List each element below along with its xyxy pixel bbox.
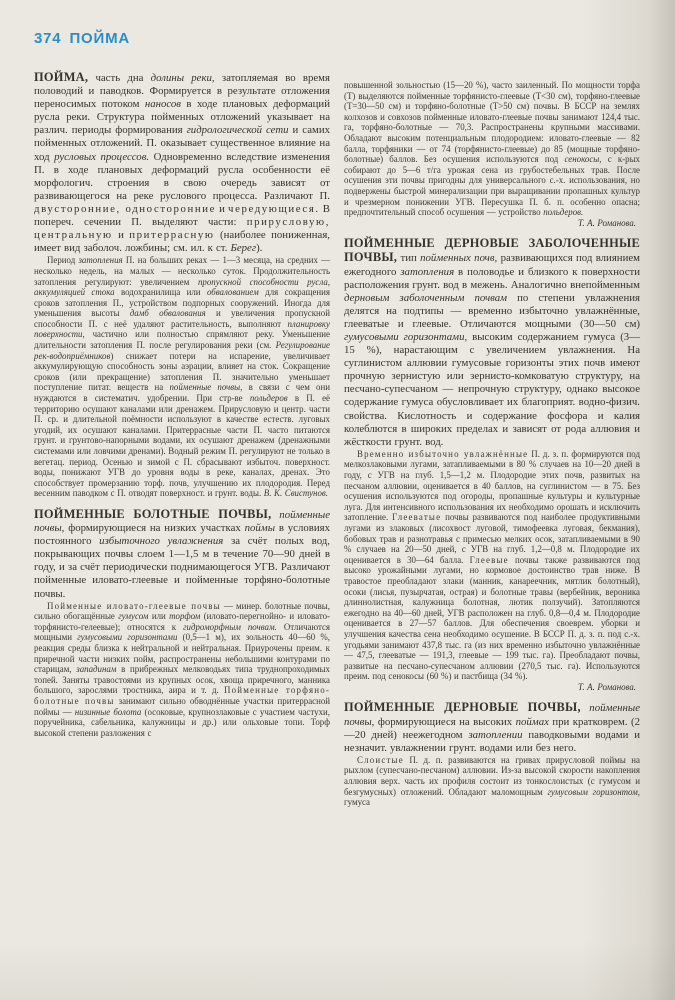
- body-text: повышенной зольностью (15—20 %), часто заиленный. По мощности торфа (Т) выделяются пойменные торфянисто-глеевые (Т<30 см), торфяно-глеевые (Т=30—50 см) и торфяно-болотные (Т>50 см) почвы. В БССР на землях колхозов и совхозов пойменные иловато-глеевые почвы занимают 124,4 тыс. га, торфяно-болотные — 70,3. Распространены крупными массивами. Обладают высоким потенциальным плодородием: иловато-глеевые — 82 балла, торфяники — от 74 (торфянисто-глеевые) до 85 (мощные торфяно-болотные) баллов. Без осушения используются под: [344, 80, 640, 165]
- emphasis-text: притеррасную: [129, 229, 215, 242]
- running-header: [34, 30, 640, 47]
- body-text: гумуса: [344, 797, 371, 808]
- paragraph: [34, 255, 330, 499]
- emphasis-text: западинам: [76, 664, 117, 675]
- emphasis-text: прирусловую, центральную: [34, 216, 330, 242]
- emphasis-text: долины реки,: [150, 72, 215, 84]
- emphasis-text: пойменные почвы,: [34, 508, 330, 535]
- emphasis-text: планировку поверхности,: [34, 318, 330, 340]
- body-text: Отличаются мощными: [34, 621, 330, 643]
- emphasis-text: Глеевые: [469, 554, 509, 565]
- running-title: ПОЙМА: [69, 30, 130, 47]
- emphasis-text: ПОЙМА,: [34, 70, 89, 84]
- body-text: по степени увлажнения делятся на подтипы — временно избыточно увлажнённые, глееватые и глеевые. Отличаются мощными (30—50 см): [344, 291, 640, 330]
- body-text: с к-рых собирают до 5—6 т/га урожая сена из грубостебельных трав. После осушения эти почвы пригодны для универсального с.-х. использования, но подвержены быстрой минерализации при выращивании пропашных культур и чрезмерном понижении УГВ. Пересушка П. б. п. особенно опасна; предпочтительный способ осушения — устройство: [344, 154, 640, 218]
- body-text: развивающихся под влиянием ежегодного: [344, 252, 640, 278]
- body-text: — минер. болотные почвы, сильно обогащённые: [34, 600, 330, 622]
- emphasis-text: Т. А. Романова.: [577, 217, 636, 228]
- body-text: (осоковые, крупнозлаковые с участием частухи, поручейника, сабельника, калужницы и др.) или ольховые топи. Торф высокой степени разложения с: [34, 706, 330, 738]
- emphasis-text: гумусовыми горизонтами,: [344, 330, 468, 343]
- body-text: почвы также развиваются под высоко урожайными лугами, но кормовое достоинство трав ниже. В травостое преобладают злаки (манник, канареечник, мятлик болотный), осоки (лисья, пузырчатая, острая) и болотные травы (вербейник, вероника длиннолистная, калужница болотная, лютик ползучий). Затопляются ежегодно на 40—60 дней, УГВ расположен на глуб. 0,8—0,4 м. Плодородие оценивается в 27—57 баллов. Для обеспечения своеврем. уборки и улучшения качества сена необходимо осушение. В БССР П. д. з. п. под с.-х. угодьями занимают 437,8 тыс. га (из них временно избыточно увлажнённые — 47,5, глееватые — 191,3, глеевые — 199 тыс. га). Преобладают почвы, развитые на песчано-супесчаном аллювии (270,5 тыс. га). Используются преим. под сенокосы (60 %) и пастбища (34 %).: [344, 554, 640, 682]
- body-text: (иловато-перегнойно- и иловато-торфянисто-гелеевые); относятся к: [34, 611, 330, 632]
- emphasis-text: Глееватые: [392, 512, 442, 523]
- body-text: паводковыми водами и незначит. увлажнении грунт. водами или без него.: [344, 728, 640, 754]
- body-text: и: [112, 229, 130, 242]
- paragraph: [344, 449, 640, 682]
- paragraph: [34, 71, 330, 255]
- emphasis-text: наносов: [144, 98, 181, 111]
- emphasis-text: Берег: [230, 242, 257, 255]
- emphasis-text: затопления: [400, 265, 455, 278]
- body-text: при кратковрем. (2—20 дней) неежегодном: [344, 715, 640, 741]
- body-text: почвы развиваются под наиболее продуктивными лугами из злаковых (лисохвост луговой, тимофеевка луговая, бекмания), бобовых трав и разнотравья с примесью мелких осок, затапливаемыми в 90 % случаев на 20—50 дней, с УГВ на глуб. 1,2—0,8 м. Плодородие их оценивается в 30—64 балла.: [344, 512, 640, 565]
- paragraph: [344, 682, 640, 693]
- emphasis-text: В. К. Свистунов.: [263, 488, 328, 499]
- emphasis-text: обвалованием: [206, 287, 259, 298]
- body-text: затопляемая во время половодий и паводков. Формируется в результате отложения переносимых потоком: [34, 72, 330, 111]
- body-text: ) снижает потери на испарение, увеличивает аккумулирующую способность зоны аэрации, влияет на сток. Сокращение сроков (или прекращение) затопления П. значительно уменьшает поступление питат. веществ на: [34, 350, 330, 393]
- body-text: или: [148, 611, 170, 622]
- emphasis-text: гидрологической сети: [186, 124, 289, 137]
- emphasis-text: ПОЙМЕННЫЕ ДЕРНОВЫЕ ЗАБОЛОЧЕННЫЕ ПОЧВЫ,: [344, 236, 640, 265]
- emphasis-text: польдеров: [249, 393, 288, 404]
- text-columns: [34, 71, 640, 808]
- body-text: формирующиеся на высоких: [374, 715, 516, 728]
- body-text: частично или полностью спрямляют реку. Уменьшение длительности затопления П. после регулирования реки (см.: [34, 329, 330, 351]
- emphasis-text: избыточного увлажнения: [99, 535, 224, 548]
- emphasis-text: Слоистые: [357, 754, 404, 765]
- body-text: (наиболее пониженная, имеет вид заболоч. ложбины; см. ил. к ст.: [34, 229, 330, 255]
- body-text: Период: [47, 255, 79, 266]
- emphasis-text: поймах: [515, 715, 549, 728]
- left-column: [34, 71, 330, 808]
- emphasis-text: гумусовыми горизонтами: [77, 632, 178, 643]
- emphasis-text: торфом: [169, 611, 201, 622]
- body-text: в половодье и близкого к поверхности расположения грунт. вод в межень. Аналогично внепойменным: [344, 265, 640, 291]
- body-text: и увеличения пропускной способности П. с неё удаляют растительность, выполняют: [34, 308, 330, 329]
- body-text: в условиях постоянного: [34, 522, 330, 548]
- body-text: занимают сильно обводнённые участки притеррасной поймы —: [34, 695, 331, 717]
- body-text: для сокращения сроков затопления П., устройством подпорных сооружений. Иногда для уменьшения высоты: [34, 287, 331, 319]
- emphasis-text: Временно избыточно увлажнённые: [357, 448, 529, 459]
- body-text: в П. её территорию осушают каналами или дренажем. Прирусловую и центр. части П. ср. и длительной поёмности используют в качестве естеств. луговых угодий, их осушают каналами. Притеррасные части П. часто питаются грунт. и грунтово-напорными водами, их осушают дренажем (дренажными системами или ловчими дренами). Водный режим П. регулируют не только в вегетац. период. Осенью и зимой с П. сбрасывают избыточ. поверхност. воды, понижают УГВ до уровня воды в реке, каналах, дренах. Это способствует промерзанию торф. почв, улучшению их плодородия. Перед весенним паводком с П. отводят поверхност. и грунт. воды.: [34, 393, 330, 499]
- emphasis-text: затоплении: [468, 728, 523, 741]
- emphasis-text: польдеров.: [543, 207, 584, 218]
- emphasis-text: двусторонние, односторонние: [34, 202, 217, 215]
- body-text: П. на больших реках — 1—3 месяца, на средних — несколько недель, на малых — несколько суток. Продолжительность затопления регулируют: увеличением: [34, 255, 331, 287]
- body-text: (0,5—1 м), их зольность 40—60 %, реакция среды близка к нейтральной и нейтральная. Приурочены преим. к приречной части низких пойм, распространены небольшими контурами по старицам,: [34, 632, 330, 675]
- body-text: формирующиеся на низких участках: [64, 522, 245, 535]
- emphasis-text: Регулирование рек-водоприёмников: [34, 340, 330, 361]
- body-text: водохранилища или: [114, 287, 207, 298]
- emphasis-text: низинные болота: [74, 706, 142, 717]
- emphasis-text: Пойменные иловато-глеевые почвы: [47, 600, 221, 611]
- emphasis-text: гумусом: [118, 611, 149, 622]
- body-text: и: [216, 202, 229, 215]
- body-text: П. д. п. развиваются на гривах прирусловой поймы на рыхлом (супесчано-песчаном) аллювии. Из-за высокой скорости накопления аллювия верх. часть их профиля состоит из тонкослоистых (с гумусом и безгумусных) отложений. Обладают маломощным: [344, 754, 640, 797]
- body-text: В попереч. сечении П. выделяют части:: [34, 202, 330, 229]
- body-text: Одновременно вследствие изменения П. в ходе плановых деформаций русла особенности её морфологич. строения в свою очередь зависят от развивающегося на реке руслового процесса. Различают П.: [34, 150, 330, 202]
- emphasis-text: дерновым заболоченным почвам: [344, 291, 508, 304]
- emphasis-text: поймы: [244, 522, 276, 535]
- body-text: в прибрежных мелководьях типа труднопроходимых топей. Заняты травостоями из крупных осок, хвоща приречного, манника большого, зарослями тростника, аира и т. д.: [34, 664, 330, 696]
- body-text: ).: [256, 242, 263, 255]
- paragraph: [344, 237, 640, 449]
- emphasis-text: пойменные почвы,: [344, 702, 640, 728]
- emphasis-text: сенокосы,: [564, 154, 602, 165]
- emphasis-text: ПОЙМЕННЫЕ БОЛОТНЫЕ ПОЧВЫ,: [34, 506, 272, 521]
- paragraph: [34, 508, 330, 601]
- emphasis-text: чередующиеся.: [228, 202, 320, 215]
- emphasis-text: пойменных почв,: [420, 252, 498, 265]
- emphasis-text: затопления: [78, 255, 123, 266]
- emphasis-text: гидроморфным почвам.: [183, 621, 277, 632]
- emphasis-text: русловых процессов.: [54, 150, 150, 163]
- page-number: 374: [34, 30, 62, 47]
- body-text: в ходе плановых деформаций русла реки. Структура пойменных отложений указывает на различ. периоды формирования: [34, 98, 330, 137]
- emphasis-text: пропускной способности русла, аккумуляцией стока: [34, 276, 330, 298]
- emphasis-text: дамб обвалования: [129, 308, 206, 319]
- body-text: часть дна: [88, 72, 151, 84]
- body-text: и самих пойменных отложений. П. оказывает существенное влияние на ход: [34, 124, 330, 163]
- emphasis-text: ПОЙМЕННЫЕ ДЕРНОВЫЕ ПОЧВЫ,: [344, 700, 581, 715]
- emphasis-text: Т. А. Романова.: [577, 681, 636, 692]
- paragraph: [344, 80, 640, 218]
- emphasis-text: гумусовым горизонтом,: [547, 786, 640, 797]
- body-text: П. д. з. п. формируются под мелкозлаковыми лугами, затапливаемыми в 80 % случаев на 10—20 дней в году, с УГВ на глуб. 1,5—1,2 м. Плодородие этих почв, развитых на песчаном аллювии, оценивается в 40 баллов, на суглинистом — в 75. Без осушения используются под огороды, пропашные культуры и культурные луга. Для интенсивного использования их необходимо орошать и исключить затопление.: [344, 448, 640, 523]
- paragraph: [344, 701, 640, 754]
- body-text: за счёт полых вод, покрывающих почвы слоем 1—1,5 м в течение 70—90 дней в году, и за счёт периодически поднимающегося УГВ. Различают пойменные иловато-глеевые и пойменные торфяно-болотные почвы.: [34, 535, 330, 600]
- emphasis-text: Пойменные торфяно-болотные почвы: [34, 685, 331, 706]
- emphasis-text: пойменные почвы,: [169, 382, 243, 393]
- body-text: высоким содержанием гумуса (3—15 %), нарастающим с увеличением увлажнения. На суглинистом аллювии гумусовые горизонты этих почв имеют прочную зернистую или зернисто-комковатую структуру, на песчано-супесчаном — непрочную структуру, однако высокое содержание гумуса обусловливает их благоприят. водно-физич. свойства. Кислотность и содержание фосфора и калия колеблются в широких пределах и зависят от рода аллювия и жёсткости грунт. вод.: [344, 330, 641, 448]
- body-text: тип: [397, 252, 421, 265]
- paragraph: [344, 218, 640, 229]
- body-text: в связи с чем они нуждаются в систематич. удобрении. При стр-ве: [34, 382, 330, 404]
- paragraph: [34, 601, 330, 739]
- paragraph: [344, 755, 640, 808]
- right-column: [344, 71, 640, 808]
